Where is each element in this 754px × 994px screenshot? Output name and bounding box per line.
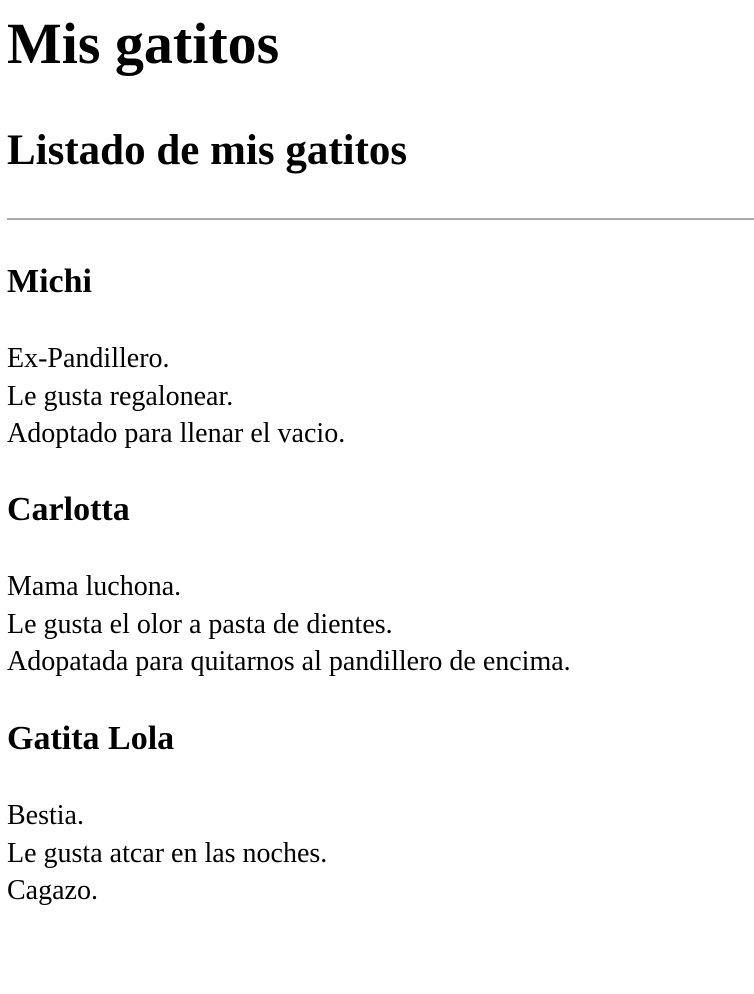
cat-description-line: Adopatada para quitarnos al pandillero de encima. xyxy=(7,646,571,677)
cat-description-line: Le gusta regalonear. xyxy=(7,380,234,412)
cat-description-line: Ex-Pandillero. xyxy=(7,343,170,374)
page-subtitle: Listado de mis gatitos xyxy=(7,127,408,174)
cat-entry-michi xyxy=(7,262,754,453)
cat-description xyxy=(7,797,754,910)
cat-description-line: Le gusta el olor a pasta de dientes. xyxy=(7,608,393,640)
cat-description-line: Mama luchona. xyxy=(7,571,182,602)
cat-description xyxy=(7,568,754,681)
cat-description-line: Cagazo. xyxy=(7,875,98,906)
cat-name: Michi xyxy=(7,263,92,300)
cat-entry-carlotta xyxy=(7,490,754,681)
cat-name: Gatita Lola xyxy=(7,720,175,757)
cat-description-line: Le gusta atcar en las noches. xyxy=(7,837,328,869)
page-title: Mis gatitos xyxy=(7,11,280,76)
cat-name: Carlotta xyxy=(7,491,130,528)
cat-description xyxy=(7,340,754,453)
cat-description-line: Adoptado para llenar el vacio. xyxy=(7,418,346,449)
cat-entry-gatita-lola xyxy=(7,719,754,910)
cat-description-line: Bestia. xyxy=(7,800,84,831)
divider xyxy=(7,218,754,220)
